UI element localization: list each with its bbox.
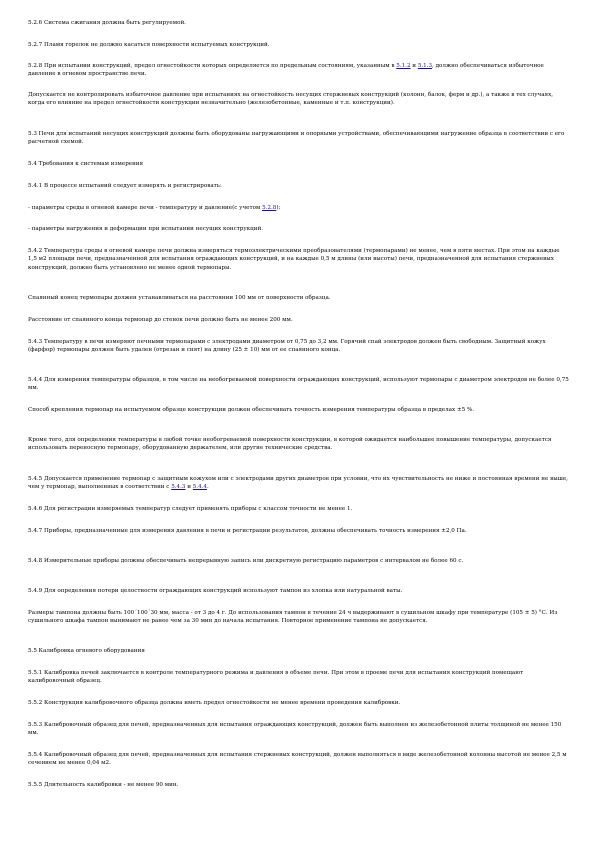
paragraph-text: 5.5.4 Калибровочный образец для печей, предназначенных для испытания стержневых конструкций, должен выполняться в виде железобетонной колонны высотой не менее 2,5 м сечением не менее 0,04 м2. bbox=[28, 752, 567, 767]
paragraph-text: 5.4.2 Температура среды в огневой камере печи должна измеряться термоэлектрическими преобразователями (термопарами) не менее, чем в пяти местах. При этом на каждые 1,5 м2 площади печи, предназначенной для испытания ограждающих конструкций, и на каждые 0,5 м длины (или высоты) печи, предназначенной для испытания стержневых конструкций, должно быть установлено не менее одной термопары. bbox=[28, 248, 560, 271]
paragraph-text: Расстояние от спаянного конца термопар до стенок печи должно быть не менее 200 мм. bbox=[28, 317, 293, 323]
paragraph-text: 5.5.1 Калибровка печей заключается в контроле температурного режима и давления в объеме печи. При этом в проеме печи для испытания конструкций помещают калибровочный образец. bbox=[28, 670, 524, 685]
paragraph bbox=[28, 19, 570, 27]
paragraph-text: . bbox=[206, 484, 209, 491]
paragraph bbox=[28, 587, 570, 595]
paragraph-text: - параметры нагружения и деформации при испытании несущих конструкций. bbox=[28, 226, 263, 232]
paragraph-text: 5.4 Требования к системам измерения bbox=[28, 161, 144, 167]
paragraph-text: 5.5.3 Калибровочный образец для печей, предназначенных для испытания ограждающих конструкций, должен быть выполнен из железобетонной плиты толщиной не менее 150 мм. bbox=[28, 722, 562, 737]
paragraph-text: 5.5.5 Длительность калибровки - не менее 90 мин. bbox=[28, 782, 179, 788]
section-reference-link[interactable]: 5.4.3 bbox=[171, 484, 186, 491]
paragraph bbox=[28, 475, 570, 492]
paragraph bbox=[28, 557, 570, 565]
paragraph bbox=[28, 204, 570, 212]
section-reference-link[interactable]: 5.1.3 bbox=[417, 63, 433, 69]
paragraph bbox=[28, 527, 570, 535]
section-reference-link[interactable]: 5.4.4 bbox=[192, 484, 207, 491]
paragraph bbox=[28, 699, 570, 707]
paragraph-text: 5.4.8 Измерительные приборы должны обеспечивать непрерывную запись или дискретную регистрацию параметров с интервалом не более 60 с. bbox=[28, 558, 464, 564]
paragraph bbox=[28, 609, 570, 626]
paragraph bbox=[28, 225, 570, 233]
paragraph-text: Кроме того, для определения температуры в любой точке необогреваемой поверхности конструкции, в которой ожидается наибольшее повышение температуры, допускается использовать переносную термопару, оборудованную держателем, или другие технические средства. bbox=[28, 437, 552, 452]
paragraph bbox=[28, 62, 570, 79]
paragraph bbox=[28, 647, 570, 655]
section-reference-link[interactable]: 5.2.8 bbox=[262, 205, 277, 211]
paragraph-text: 5.3 Печи для испытаний несущих конструкций должны быть оборудованы нагружающими и опорными устройствами, обеспечивающими нагружение образца в соответствии с его расчетной схемой. bbox=[28, 131, 565, 146]
paragraph bbox=[28, 669, 570, 686]
paragraph bbox=[28, 721, 570, 738]
paragraph-text: 5.2.7 Пламя горелок не должно касаться поверхности испытуемых конструкций. bbox=[28, 42, 270, 48]
paragraph bbox=[28, 91, 570, 108]
section-reference-link[interactable]: 5.1.2 bbox=[396, 63, 411, 69]
paragraph bbox=[28, 505, 570, 513]
paragraph-text: 5.5 Калибровка огневого оборудования bbox=[28, 648, 145, 654]
paragraph bbox=[28, 130, 570, 147]
paragraph-text: 5.2.6 Система сжигания должна быть регулируемой. bbox=[28, 20, 186, 26]
paragraph-text: Спаянный конец термопары должен устанавливаться на расстоянии 100 мм от поверхности образца. bbox=[28, 295, 331, 301]
paragraph-text: 5.4.3 Температуру в печи измеряют печными термопарами с электродами диаметром от 0,75 до 3,2 мм. Горячий спай электродов должен быть свободным. Защитный кожух (фарфор) термопары должен быть удален (отрезан и снят) на длину (25 ± 10) мм от ее спаянного конца. bbox=[28, 339, 546, 354]
paragraph bbox=[28, 338, 570, 355]
paragraph bbox=[28, 316, 570, 324]
paragraph bbox=[28, 406, 570, 414]
paragraph bbox=[28, 781, 570, 789]
paragraph bbox=[28, 376, 570, 393]
paragraph bbox=[28, 41, 570, 49]
paragraph-text: 5.4.4 Для измерения температуры образцов, в том числе на необогреваемой поверхности ограждающих конструкций, используют термопары с диаметром электродов не более 0,75 мм. bbox=[28, 377, 569, 392]
paragraph-text: 5.5.2 Конструкция калибровочного образца должна иметь предел огнестойкости не менее времени проведения калибровки. bbox=[28, 700, 401, 706]
paragraph-text: 5.4.5 Допускается применение термопар с защитным кожухом или с электродами других диаметров при условии, что их чувствительность не ниже и постоянная времени не выше, чем у термопар, выполненных в соответствии с bbox=[28, 476, 568, 491]
paragraph-text: 5.4.1 В процессе испытаний следует измерять и регистрировать: bbox=[28, 183, 222, 189]
paragraph-text: Размеры тампона должны быть 100´100´30 мм, масса - от 3 до 4 г. До использования тампон в течение 24 ч выдерживают в сушильном шкафу при температуре (105 ± 5) °С. Из сушильного шкафа тампон вынимают не ранее чем за 30 мин до начала испытания. Повторное применение тампона не допускается. bbox=[28, 610, 558, 625]
paragraph bbox=[28, 247, 570, 272]
paragraph-text: 5.4.6 Для регистрации измеряемых температур следует применять приборы с классом точности не менее 1. bbox=[28, 506, 353, 512]
paragraph-text: 5.2.8 При испытании конструкций, предел огнестойкости которых определяется по предельным состояниям, указанным в bbox=[28, 63, 397, 69]
paragraph bbox=[28, 436, 570, 453]
paragraph-text: ); bbox=[276, 205, 281, 211]
paragraph-text: , должно обеспечиваться избыточное давление в огневом пространстве печи. bbox=[28, 63, 544, 78]
paragraph bbox=[28, 751, 570, 768]
paragraph-text: - параметры среды в огневой камере печи - температуру и давление(с учетом bbox=[28, 205, 263, 211]
paragraph-text: и bbox=[410, 63, 418, 69]
paragraph-text: и bbox=[185, 484, 193, 491]
paragraph bbox=[28, 160, 570, 168]
paragraph-text: 5.4.9 Для определения потери целостности ограждающих конструкций используют тампон из хлопка или натуральной ваты. bbox=[28, 588, 403, 594]
paragraph-text: Допускается не контролировать избыточное давление при испытаниях на огнестойкость несущих стержневых конструкций (колонн, балок, ферм и др.), а также в тех случаях, когда его влияние на предел огнестойкости конструкции незначительно (железобетонные, каменные и т.п. конструкции). bbox=[28, 92, 554, 107]
paragraph-text: 5.4.7 Приборы, предназначенные для измерения давления в печи и регистрации результатов, должны обеспечивать точность измерения ±2,0 Па. bbox=[28, 528, 467, 534]
paragraph-text: Способ крепления термопар на испытуемом образце конструкции должен обеспечивать точность измерения температуры образца в пределах ±5 %. bbox=[28, 407, 475, 413]
paragraph bbox=[28, 294, 570, 302]
paragraph bbox=[28, 182, 570, 190]
